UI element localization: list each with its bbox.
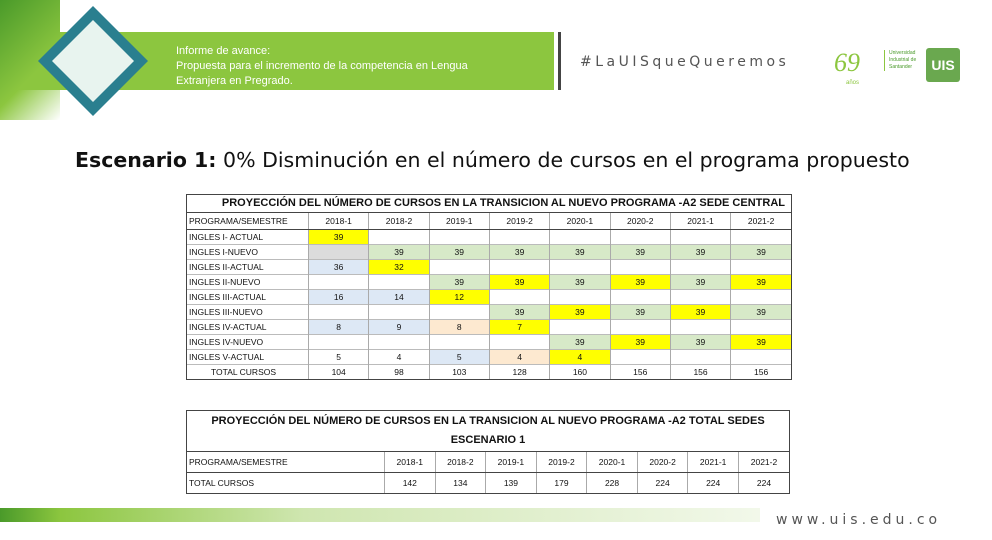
table1-cell: 4 [550, 350, 610, 365]
table2-total-label: TOTAL CURSOS [189, 478, 255, 488]
table1-cell: 7 [489, 320, 549, 335]
table2-title-line2: ESCENARIO 1 [450, 434, 526, 446]
table1-total-cell: 160 [550, 365, 610, 380]
table1-cell: 39 [731, 305, 791, 320]
table1-row-label: INGLES II-ACTUAL [187, 260, 309, 275]
anniversary-logo-sub: años [846, 80, 860, 86]
table1-total-cell: 128 [489, 365, 549, 380]
table1-cell: 39 [670, 245, 730, 260]
header-line-1: Informe de avance: [176, 45, 271, 57]
table1-row-label: INGLES II-NUEVO [187, 275, 309, 290]
table1-cell: 39 [731, 275, 791, 290]
table1-row [187, 350, 791, 365]
table1-cell [369, 335, 429, 350]
table2-header-row [187, 452, 789, 473]
table1-cell [731, 260, 791, 275]
table1-row [187, 230, 791, 245]
table1-cell [610, 350, 670, 365]
projection-table-all-campuses [186, 410, 790, 494]
table1-cell [731, 290, 791, 305]
table1-cell [369, 305, 429, 320]
table2-total-cell: 224 [738, 473, 789, 494]
table1-cell: 8 [309, 320, 369, 335]
projection-table-central [186, 194, 792, 380]
table1-cell [309, 245, 369, 260]
header-line-2: Propuesta para el incremento de la competencia en Lengua [176, 60, 468, 72]
header-report-text [176, 44, 468, 89]
table1-cell: 39 [610, 275, 670, 290]
table2-title-line1: PROYECCIÓN DEL NÚMERO DE CURSOS EN LA TRANSICION AL NUEVO PROGRAMA -A2 TOTAL SEDES [211, 415, 765, 427]
uis-logo: UIS [926, 48, 960, 82]
table1-total-label: TOTAL CURSOS [187, 365, 309, 380]
table1-cell: 39 [731, 245, 791, 260]
table1-cell [489, 335, 549, 350]
table2-total-cell: 228 [587, 473, 638, 494]
table1-cell: 39 [489, 245, 549, 260]
table1-cell: 4 [489, 350, 549, 365]
table1-header-label: PROGRAMA/SEMESTRE [187, 213, 309, 230]
table1-cell [550, 320, 610, 335]
table1-cell [670, 260, 730, 275]
table1-cell [731, 230, 791, 245]
title-rest: 0% Disminución en el número de cursos en el programa propuesto [216, 148, 910, 172]
table1-total-cell: 156 [670, 365, 730, 380]
table1-total-cell: 156 [731, 365, 791, 380]
table2-total-cell: 224 [688, 473, 739, 494]
table1-row-label: INGLES I- ACTUAL [187, 230, 309, 245]
table1-cell: 39 [610, 335, 670, 350]
table1-year: 2020-1 [550, 213, 610, 230]
header-line-3: Extranjera en Pregrado. [176, 75, 293, 87]
table1-cell: 36 [309, 260, 369, 275]
table2-header-label: PROGRAMA/SEMESTRE [187, 452, 385, 473]
table1-row-label: INGLES I-NUEVO [187, 245, 309, 260]
table1-cell: 39 [369, 245, 429, 260]
table1-cell: 5 [309, 350, 369, 365]
table2-year: 2020-2 [637, 452, 688, 473]
table1-row [187, 290, 791, 305]
table2-year: 2021-1 [688, 452, 739, 473]
table1-cell [309, 305, 369, 320]
table1-cell [489, 290, 549, 305]
table1-row [187, 245, 791, 260]
table1-cell: 39 [610, 305, 670, 320]
table1-year: 2018-1 [309, 213, 369, 230]
table2-total-cell: 179 [536, 473, 587, 494]
table1-year: 2019-1 [429, 213, 489, 230]
table1-cell [369, 275, 429, 290]
table1-cell [550, 260, 610, 275]
table1-cell [610, 320, 670, 335]
table1-total-row [187, 365, 791, 380]
table1-title: PROYECCIÓN DEL NÚMERO DE CURSOS EN LA TRANSICION AL NUEVO PROGRAMA -A2 SEDE CENTRAL [187, 195, 791, 213]
table1-cell: 39 [670, 305, 730, 320]
table2-year: 2018-2 [435, 452, 486, 473]
table1-cell: 39 [550, 275, 610, 290]
table1-cell [489, 230, 549, 245]
table1-cell [309, 335, 369, 350]
table1-year: 2021-1 [670, 213, 730, 230]
table1-cell: 16 [309, 290, 369, 305]
table1-cell [369, 230, 429, 245]
table1-cell: 39 [429, 245, 489, 260]
table1-row-label: INGLES III-NUEVO [187, 305, 309, 320]
table1-year: 2021-2 [731, 213, 791, 230]
table1-row [187, 275, 791, 290]
table2-year: 2019-1 [486, 452, 537, 473]
header-divider [558, 32, 561, 90]
table1-cell: 12 [429, 290, 489, 305]
table1-cell: 39 [670, 335, 730, 350]
table2-title [187, 411, 789, 452]
title-bold: Escenario 1: [75, 148, 217, 172]
table1-cell: 4 [369, 350, 429, 365]
table2-total-cell: 134 [435, 473, 486, 494]
table2-total-cell: 224 [637, 473, 688, 494]
table2-total-row [187, 473, 789, 494]
table1-cell: 8 [429, 320, 489, 335]
table2-year: 2020-1 [587, 452, 638, 473]
table1-row-label: INGLES III-ACTUAL [187, 290, 309, 305]
table2-total-cell: 139 [486, 473, 537, 494]
table1-row [187, 320, 791, 335]
table1-cell: 39 [489, 305, 549, 320]
table1-cell [429, 230, 489, 245]
table1-cell [731, 350, 791, 365]
table1-cell [610, 290, 670, 305]
table1-total-cell: 103 [429, 365, 489, 380]
table1-total-cell: 156 [610, 365, 670, 380]
table1-row-label: INGLES IV-ACTUAL [187, 320, 309, 335]
hashtag-text: #LaUISqueQueremos [580, 54, 790, 70]
table1-cell [429, 335, 489, 350]
table1-cell [610, 230, 670, 245]
table1-cell: 39 [550, 335, 610, 350]
table1-row [187, 260, 791, 275]
table1-cell: 39 [731, 335, 791, 350]
table2-total-cell: 142 [385, 473, 436, 494]
table1-cell [550, 290, 610, 305]
table1-cell: 39 [550, 245, 610, 260]
table1-year: 2019-2 [489, 213, 549, 230]
table1-cell [731, 320, 791, 335]
table1-row-label: INGLES V-ACTUAL [187, 350, 309, 365]
table1-total-cell: 104 [309, 365, 369, 380]
table1-total-cell: 98 [369, 365, 429, 380]
table1-cell: 9 [369, 320, 429, 335]
table1-row [187, 335, 791, 350]
table1-cell [429, 260, 489, 275]
table2-year: 2019-2 [536, 452, 587, 473]
table1-cell: 39 [309, 230, 369, 245]
table1-cell [670, 350, 730, 365]
table1-row [187, 305, 791, 320]
footer-bar [0, 508, 760, 522]
university-name: Universidad Industrial de Santander [884, 50, 925, 71]
page-title [75, 148, 910, 172]
table1-cell [670, 290, 730, 305]
table1-cell: 39 [429, 275, 489, 290]
footer-url[interactable]: www.uis.edu.co [776, 512, 942, 528]
anniversary-logo: 69 [834, 48, 860, 77]
table1-year: 2018-2 [369, 213, 429, 230]
table1-cell: 5 [429, 350, 489, 365]
table1-cell [670, 320, 730, 335]
table1-body [187, 230, 791, 365]
table1-cell [610, 260, 670, 275]
table1-cell: 32 [369, 260, 429, 275]
table1-cell [670, 230, 730, 245]
table1-cell [429, 305, 489, 320]
table1-cell [550, 230, 610, 245]
table2-year: 2018-1 [385, 452, 436, 473]
table1-cell: 14 [369, 290, 429, 305]
table1-header-row [187, 213, 791, 230]
table1-year: 2020-2 [610, 213, 670, 230]
table2-year: 2021-2 [738, 452, 789, 473]
table1-cell: 39 [670, 275, 730, 290]
table1-row-label: INGLES IV-NUEVO [187, 335, 309, 350]
table1-cell: 39 [610, 245, 670, 260]
table1-cell: 39 [550, 305, 610, 320]
table1-cell [309, 275, 369, 290]
table1-cell: 39 [489, 275, 549, 290]
table1-cell [489, 260, 549, 275]
